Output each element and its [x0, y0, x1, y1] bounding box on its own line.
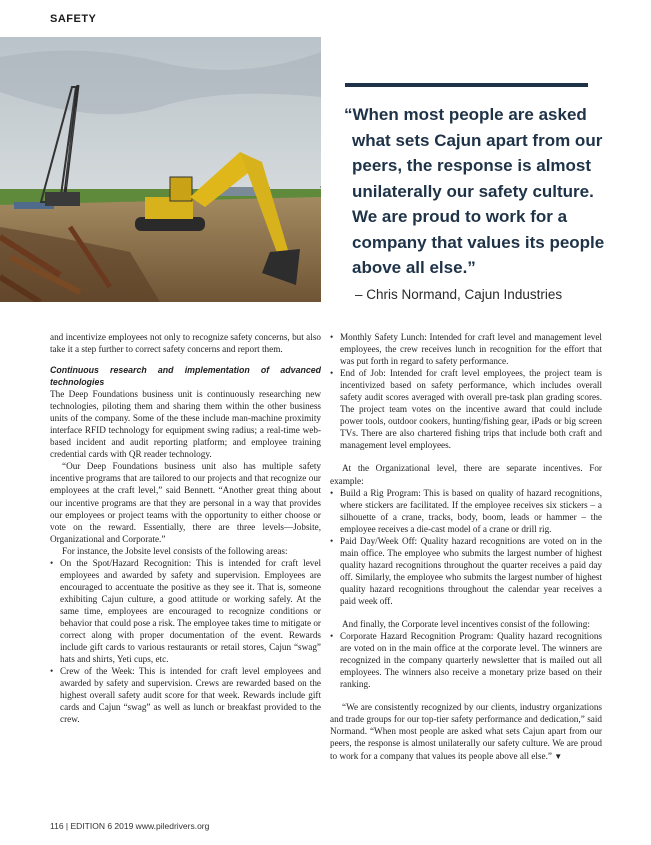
list-item: • On the Spot/Hazard Recognition: This is intended for craft level employees and awarded by safety and supervision. Employees are encouraged to accentuate the positive as they see it. That is, someone exhibiting Cajun culture, a good attitude or working safely. At the same time, employees are encouraged to recognize conditions or behavior that could pose a risk. The employee takes time to mitigate or correct along with proper documentation of the event. Rewards include gift cards to various restaurants or retail stores, Cajun “swag” hats and shirts, Yeti cups, etc.: [50, 557, 321, 665]
paragraph: “Our Deep Foundations business unit also has multiple safety incentive programs that are tailored to our projects and that recognize our employees at the craft level,” said Bennett. “Another great thing about our incentive programs are that they are personal in a way that provides our employees or project teams with the opportunity to either choose or vote on the reward. Essentially, there are three levels—Jobsite, Organizational and Corporate.”: [50, 461, 321, 544]
end-mark-icon: ▼: [554, 751, 563, 761]
page-footer: 116 | EDITION 6 2019 www.piledrivers.org: [50, 821, 210, 831]
construction-site-photo: [0, 37, 321, 302]
list-item: • Corporate Hazard Recognition Program: Quality hazard recognitions are voted on in the main office at the corporate level. The winners are recognized in the company quarterly newsletter that is mailed out all employees. The winners also receive a monetary prize based on their ranking.: [330, 630, 602, 690]
section-label: SAFETY: [50, 13, 97, 25]
paragraph: The Deep Foundations business unit is continuously researching new technologies, piloting them and sharing them within the other business units of the company. Some of the these include man-machine proximity interface RFID technology for equipment swing radius; a real-time web-based incident and audit reporting platform; and employee training credential cards with QR reader technology.: [50, 389, 321, 460]
left-column: [50, 331, 321, 725]
quote-rule: [345, 83, 588, 87]
list-item: • Crew of the Week: This is intended for craft level employees and awarded by safety and supervision. Crews are rewarded based on the highest overall safety audit score for that week. Rewards include gift cards and Cajun “swag” as well as lunch or breakfast provided to the crew.: [50, 665, 321, 725]
paragraph: At the Organizational level, there are separate incentives. For example:: [330, 463, 602, 486]
list-item: • Monthly Safety Lunch: Intended for craft level and management level employees, the crew receives lunch in recognition for the effort that was put forth in regard to safety performance.: [330, 331, 602, 367]
list-item: • Build a Rig Program: This is based on quality of hazard recognitions, where stickers are facilitated. If the employee receives six stickers – a silhouette of a crane, tracks, body, boom, leads or hammer – the employee receives a die-cast model of a crane or drill rig.: [330, 487, 602, 535]
pull-quote: “When most people are asked what sets Cajun apart from our peers, the response is almost unilaterally our safety culture. We are proud to work for a company that values its people above all else.”: [344, 105, 605, 277]
list-item: • End of Job: Intended for craft level employees, the project team is incentivized based on safety performance, which includes overall safety audit scores averaged with overall pre-task plan grading scores. The project team votes on the incentive award that could include power tools, outdoor cookers, hunting/fishing gear, iPads or big screen TVs. There are also chartered fishing trips that include both craft and management level employees.: [330, 367, 602, 451]
right-column: [330, 331, 602, 763]
paragraph: [330, 701, 602, 762]
paragraph: and incentivize employees not only to recognize safety concerns, but also take it a step further to correct safety concerns and report them.: [50, 332, 321, 355]
paragraph: And finally, the Corporate level incentives consist of the following:: [342, 619, 590, 630]
list-item: • Paid Day/Week Off: Quality hazard recognitions are voted on in the main office. The employee who submits the largest number of highest quality hazard recognitions throughout the quarter receives a paid day off. Similarly, the employee who submits the largest number of highest quality hazard recognitions throughout the calendar year receives a paid week off.: [330, 535, 602, 607]
subheading: Continuous research and implementation of advanced technologies: [50, 365, 321, 388]
closing-quote-text: “We are consistently recognized by our clients, industry organizations and trade groups for our top-tier safety performance and dedication,” said Normand. “When most people are asked what sets Cajun apart from our peers, the response is almost unilaterally our safety culture. We are proud to work for a company that values its people above all else.”: [330, 702, 602, 761]
quote-attribution: – Chris Normand, Cajun Industries: [355, 287, 563, 302]
paragraph: For instance, the Jobsite level consists of the following areas:: [62, 545, 288, 556]
